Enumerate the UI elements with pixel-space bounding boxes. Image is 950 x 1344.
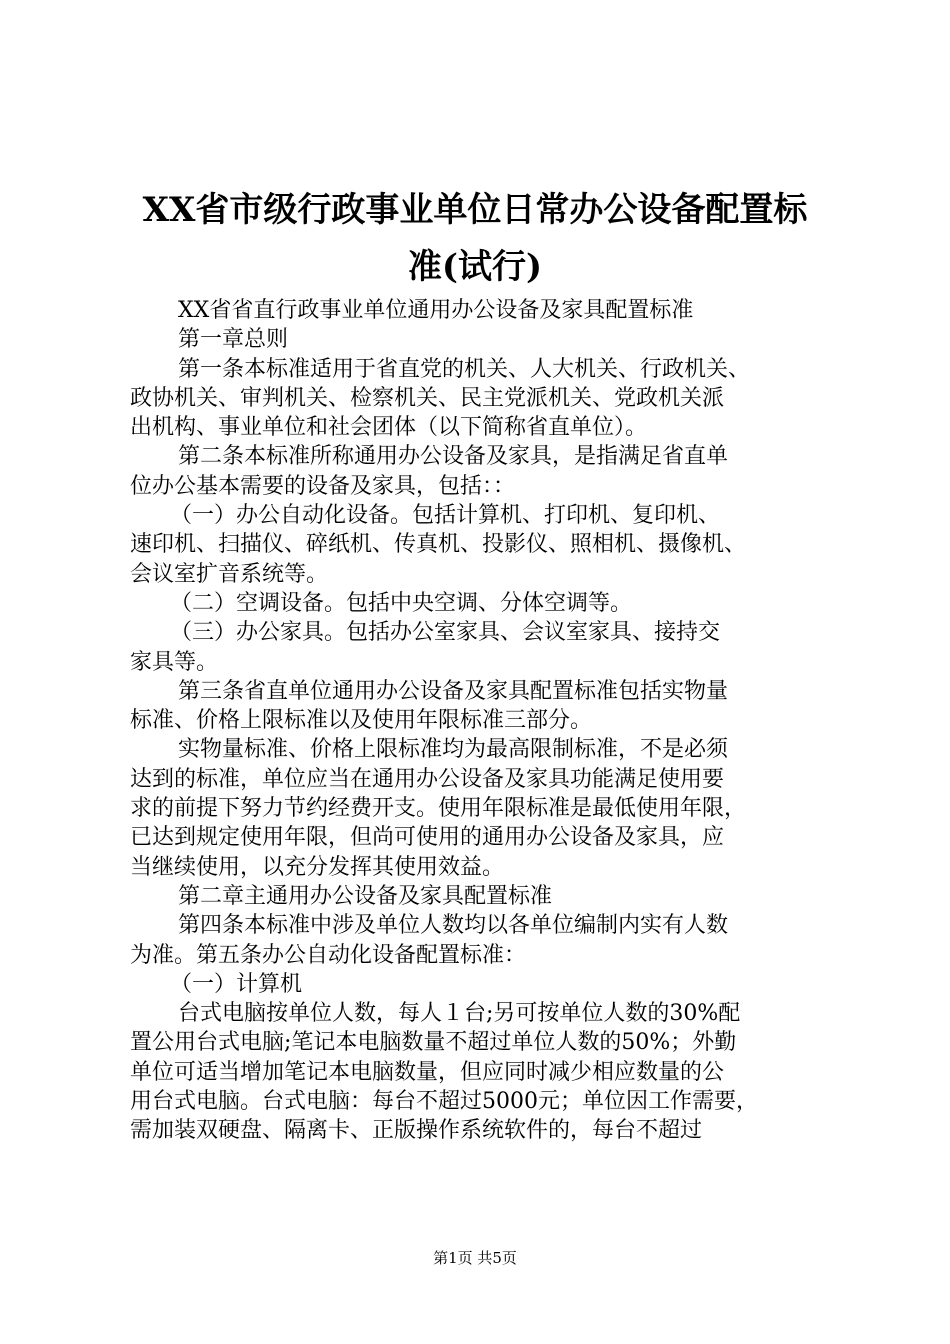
paragraph-line: 求的前提下努力节约经费开支。使用年限标准是最低使用年限， [130, 796, 747, 822]
paragraph-line: 第四条本标准中涉及单位人数均以各单位编制内实有人数 [178, 913, 729, 939]
paragraph-line: 单位可适当增加笔记本电脑数量，但应同时减少相应数量的公 [130, 1059, 725, 1085]
paragraph-line: 用台式电脑。台式电脑：每台不超过5000元；单位因工作需要， [130, 1089, 758, 1115]
paragraph-line: XX省省直行政事业单位通用办公设备及家具配置标准 [178, 298, 694, 323]
paragraph-line: （一）计算机 [170, 971, 303, 997]
paragraph-line: 为准。第五条办公自动化设备配置标准： [130, 942, 527, 968]
paragraph-line: 第二条本标准所称通用办公设备及家具，是指满足省直单 [178, 444, 729, 470]
paragraph-line: 实物量标准、价格上限标准均为最高限制标准，不是必须 [178, 737, 729, 763]
paragraph-line: 会议室扩音系统等。 [130, 561, 329, 587]
paragraph-line: 位办公基本需要的设备及家具，包括：： [130, 473, 516, 499]
paragraph-line: 台式电脑按单位人数，每人１台;另可按单位人数的30%配 [178, 1001, 741, 1027]
paragraph-line: 达到的标准，单位应当在通用办公设备及家具功能满足使用要 [130, 766, 725, 792]
paragraph-line: 家具等。 [130, 649, 219, 675]
document-body [130, 296, 835, 1146]
paragraph-line: 第一章总则 [178, 327, 289, 353]
paragraph-line: （一）办公自动化设备。包括计算机、打印机、复印机、 [170, 503, 721, 529]
paragraph-line: 第三条省直单位通用办公设备及家具配置标准包括实物量 [178, 678, 729, 704]
paragraph-line: 需加装双硬盘、隔离卡、正版操作系统软件的，每台不超过 [130, 1118, 703, 1144]
paragraph-line: 速印机、扫描仪、碎纸机、传真机、投影仪、照相机、摄像机、 [130, 532, 747, 558]
document-title-line-2: 准(试行) [407, 247, 543, 287]
document-title-line-1: XX省市级行政事业单位日常办公设备配置标 [142, 190, 808, 230]
paragraph-line: 出机构、事业单位和社会团体（以下简称省直单位）。 [130, 415, 648, 441]
paragraph-line: （二）空调设备。包括中央空调、分体空调等。 [170, 590, 633, 616]
paragraph-line: 已达到规定使用年限，但尚可使用的通用办公设备及家具，应 [130, 825, 725, 851]
page-footer: 第1页 共5页 [433, 1249, 517, 1267]
paragraph-line: 当继续使用，以充分发挥其使用效益。 [130, 854, 505, 880]
paragraph-line: 第二章主通用办公设备及家具配置标准 [178, 883, 553, 909]
paragraph-line: 第一条本标准适用于省直党的机关、人大机关、行政机关、 [178, 356, 751, 382]
paragraph-line: 政协机关、审判机关、检察机关、民主党派机关、党政机关派 [130, 385, 725, 411]
paragraph-line: 置公用台式电脑;笔记本电脑数量不超过单位人数的50%；外勤 [130, 1030, 737, 1056]
paragraph-line: （三）办公家具。包括办公室家具、会议室家具、接持交 [170, 620, 721, 646]
paragraph-line: 标准、价格上限标准以及使用年限标准三部分。 [130, 708, 593, 734]
